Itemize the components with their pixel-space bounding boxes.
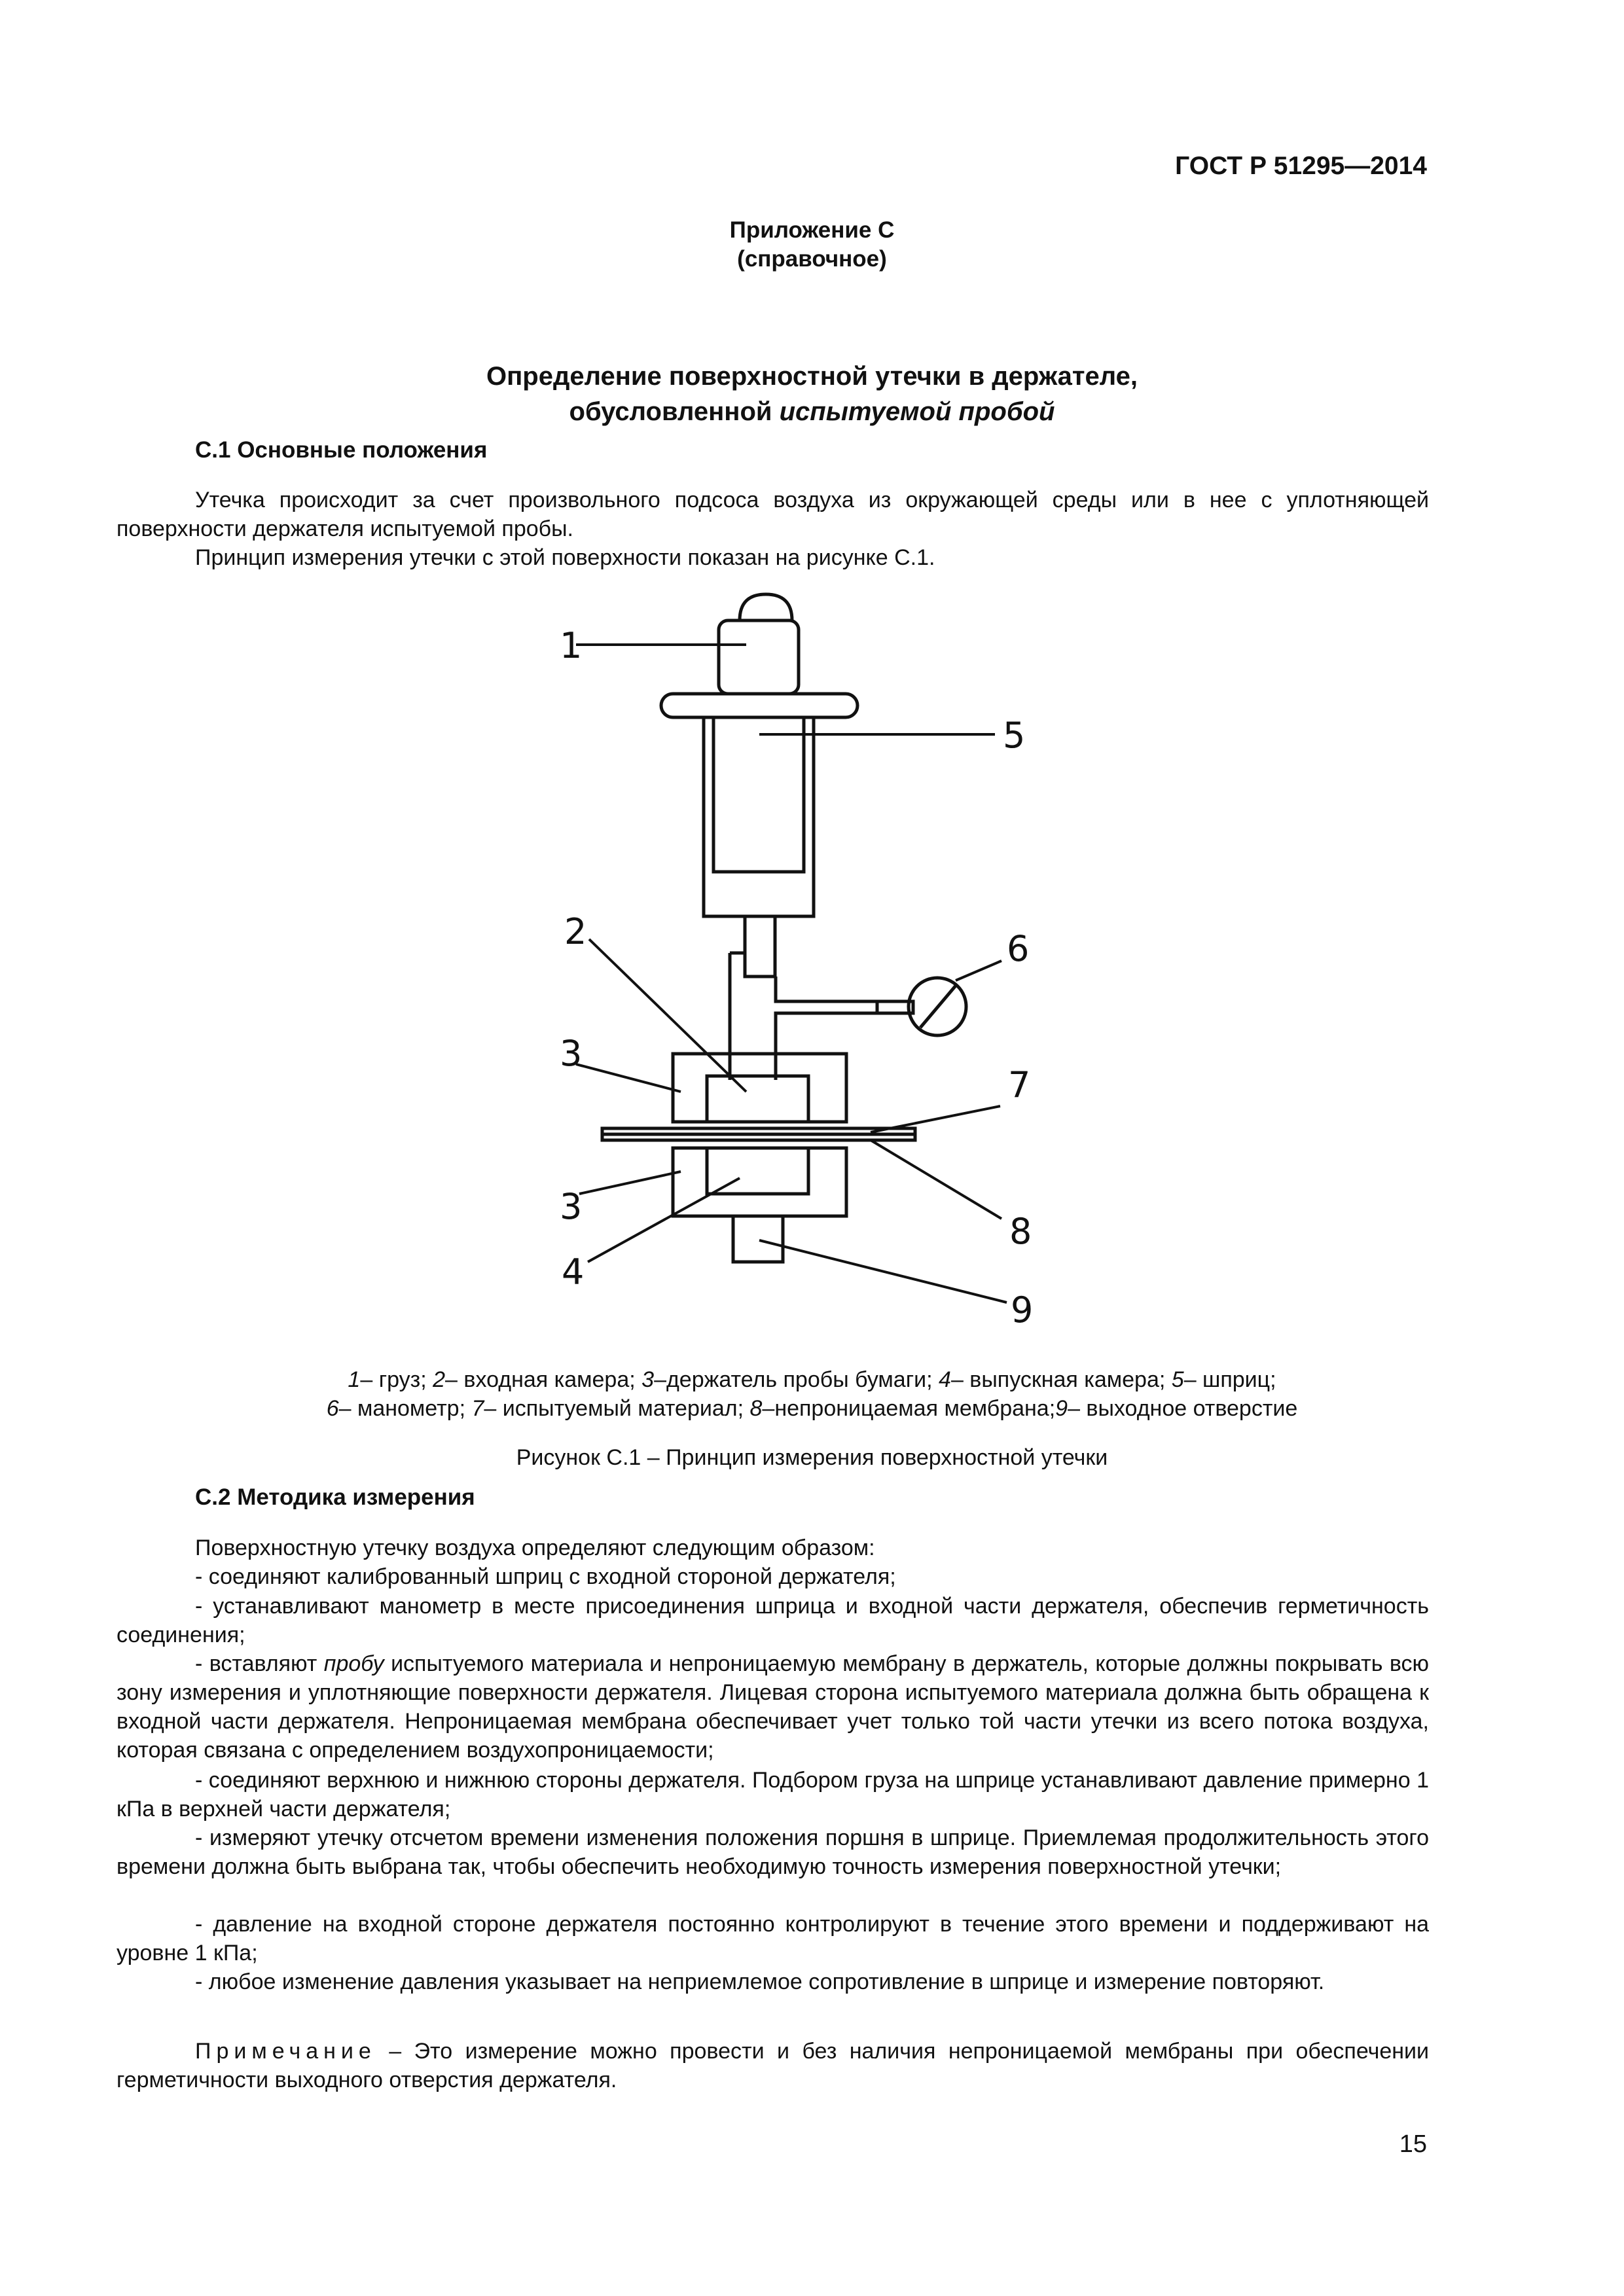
section-1-paragraph-1: Утечка происходит за счет произвольного подсоса воздуха из окружающей среды или в нее с уплотняющей поверхности держателя испытуемой пробы. [117, 488, 1429, 541]
step-1: - соединяют калиброванный шприц с входной стороной держателя; [195, 1564, 896, 1589]
legend-text-2: – входная камера; [445, 1367, 642, 1392]
syringe-plunger [713, 717, 804, 872]
step-4: - соединяют верхнюю и нижнюю стороны держателя. Подбором груза на шприце устанавливают давление примерно 1 кПа в верхней части держателя; [117, 1768, 1429, 1821]
leader-4 [588, 1178, 740, 1262]
legend-num-1: 1 [348, 1367, 361, 1392]
weight-knob [740, 594, 792, 620]
legend-num-9: 9 [1055, 1396, 1068, 1421]
step-2: - устанавливают манометр в месте присоединения шприца и входной части держателя, обеспечив герметичность соединения; [117, 1594, 1429, 1647]
label-4: 4 [562, 1251, 585, 1293]
legend-text-8: –непроницаемая мембрана; [762, 1396, 1056, 1421]
leader-3-upper [576, 1064, 681, 1092]
leader-8 [871, 1140, 1001, 1219]
section-1-paragraph-2: Принцип измерения утечки с этой поверхности показан на рисунке С.1. [195, 545, 935, 570]
note-label: Примечание [195, 2039, 376, 2064]
legend-num-4: 4 [939, 1367, 951, 1392]
inlet-chamber [707, 1076, 808, 1122]
upper-holder [673, 1054, 846, 1122]
legend-line-2 [0, 1394, 1624, 1423]
legend-text-1: – груз; [360, 1367, 433, 1392]
legend-line-1 [0, 1365, 1624, 1394]
label-2: 2 [564, 911, 587, 952]
legend-text-6: – манометр; [338, 1396, 472, 1421]
inlet-tube [730, 953, 877, 1080]
step-6: - давление на входной стороне держателя постоянно контролируют в течение этого времени и поддерживают на уровне 1 кПа; [117, 1912, 1429, 1965]
step-7: - любое изменение давления указывает на неприемлемое сопротивление в шприце и измерение повторяют. [195, 1969, 1325, 1994]
step-3 [117, 1649, 1429, 1765]
legend-num-2: 2 [433, 1367, 446, 1392]
legend-text-7: – испытуемый материал; [484, 1396, 750, 1421]
figure-legend [0, 1365, 1624, 1423]
section-2-intro: Поверхностную утечку воздуха определяют следующим образом: [195, 1535, 875, 1560]
legend-text-4: – выпускная камера; [950, 1367, 1172, 1392]
note-text: – Это измерение можно провести и без наличия непроницаемой мембраны при обеспечении герметичности выходного отверстия держателя. [117, 2039, 1429, 2092]
legend-text-3: –держатель пробы бумаги; [654, 1367, 939, 1392]
legend-text-5: – шприц; [1183, 1367, 1276, 1392]
legend-text-9: – выходное отверстие [1068, 1396, 1298, 1421]
step-3-italic: пробу [323, 1651, 384, 1676]
legend-num-7: 7 [471, 1396, 484, 1421]
label-3-upper: 3 [560, 1033, 583, 1074]
outlet-opening [733, 1216, 783, 1262]
syringe-barrel [704, 717, 814, 916]
title-line-2-start: обусловленной [569, 397, 780, 426]
label-9: 9 [1011, 1289, 1034, 1331]
leader-2 [589, 939, 746, 1092]
leader-9 [759, 1240, 1007, 1302]
figure-caption: Рисунок С.1 – Принцип измерения поверхностной утечки [516, 1445, 1108, 1470]
syringe-flange [661, 694, 857, 717]
standard-number: ГОСТ Р 51295—2014 [1175, 152, 1427, 180]
label-7: 7 [1008, 1064, 1031, 1105]
title-line-1: Определение поверхностной утечки в держателе, [486, 362, 1138, 391]
legend-num-3: 3 [641, 1367, 655, 1392]
lower-holder [673, 1148, 846, 1216]
title-line-2-italic: испытуемой пробой [779, 397, 1055, 426]
label-5: 5 [1003, 715, 1026, 756]
leader-3-lower [579, 1172, 681, 1194]
step-3-end: испытуемого материала и непроницаемую мембрану в держатель, которые должны покрывать всю зону измерения и уплотняющие поверхности держателя. Лицевая сторона испытуемого материала должна быть обращена к входной части держателя. Непроницаемая мембрана обеспечивает учет только той части утечки из всего потока воздуха, которая связана с определением воздухопроницаемости; [117, 1651, 1429, 1763]
legend-num-8: 8 [749, 1396, 763, 1421]
section-2-heading: С.2 Методика измерения [195, 1484, 475, 1510]
section-1-heading: С.1 Основные положения [195, 437, 488, 463]
annex-title: Приложение С [729, 217, 895, 243]
label-3-lower: 3 [560, 1186, 583, 1227]
legend-num-6: 6 [326, 1396, 339, 1421]
syringe-tip [745, 916, 775, 977]
legend-num-5: 5 [1171, 1367, 1184, 1392]
manometer-needle [920, 986, 956, 1028]
leader-6 [956, 961, 1001, 980]
label-1: 1 [560, 625, 583, 666]
weight [719, 620, 799, 694]
step-5: - измеряют утечку отсчетом времени изменения положения поршня в шприце. Приемлемая продолжительность этого времени должна быть выбрана так, чтобы обеспечить необходимую точность измерения поверхностной утечки; [117, 1825, 1429, 1879]
step-3-start: - вставляют [195, 1651, 324, 1676]
annex-subtitle: (справочное) [737, 246, 887, 272]
note [117, 2037, 1429, 2094]
leader-7 [871, 1106, 1000, 1132]
label-6: 6 [1007, 928, 1030, 969]
label-8: 8 [1009, 1211, 1032, 1252]
page-number: 15 [1399, 2130, 1427, 2158]
